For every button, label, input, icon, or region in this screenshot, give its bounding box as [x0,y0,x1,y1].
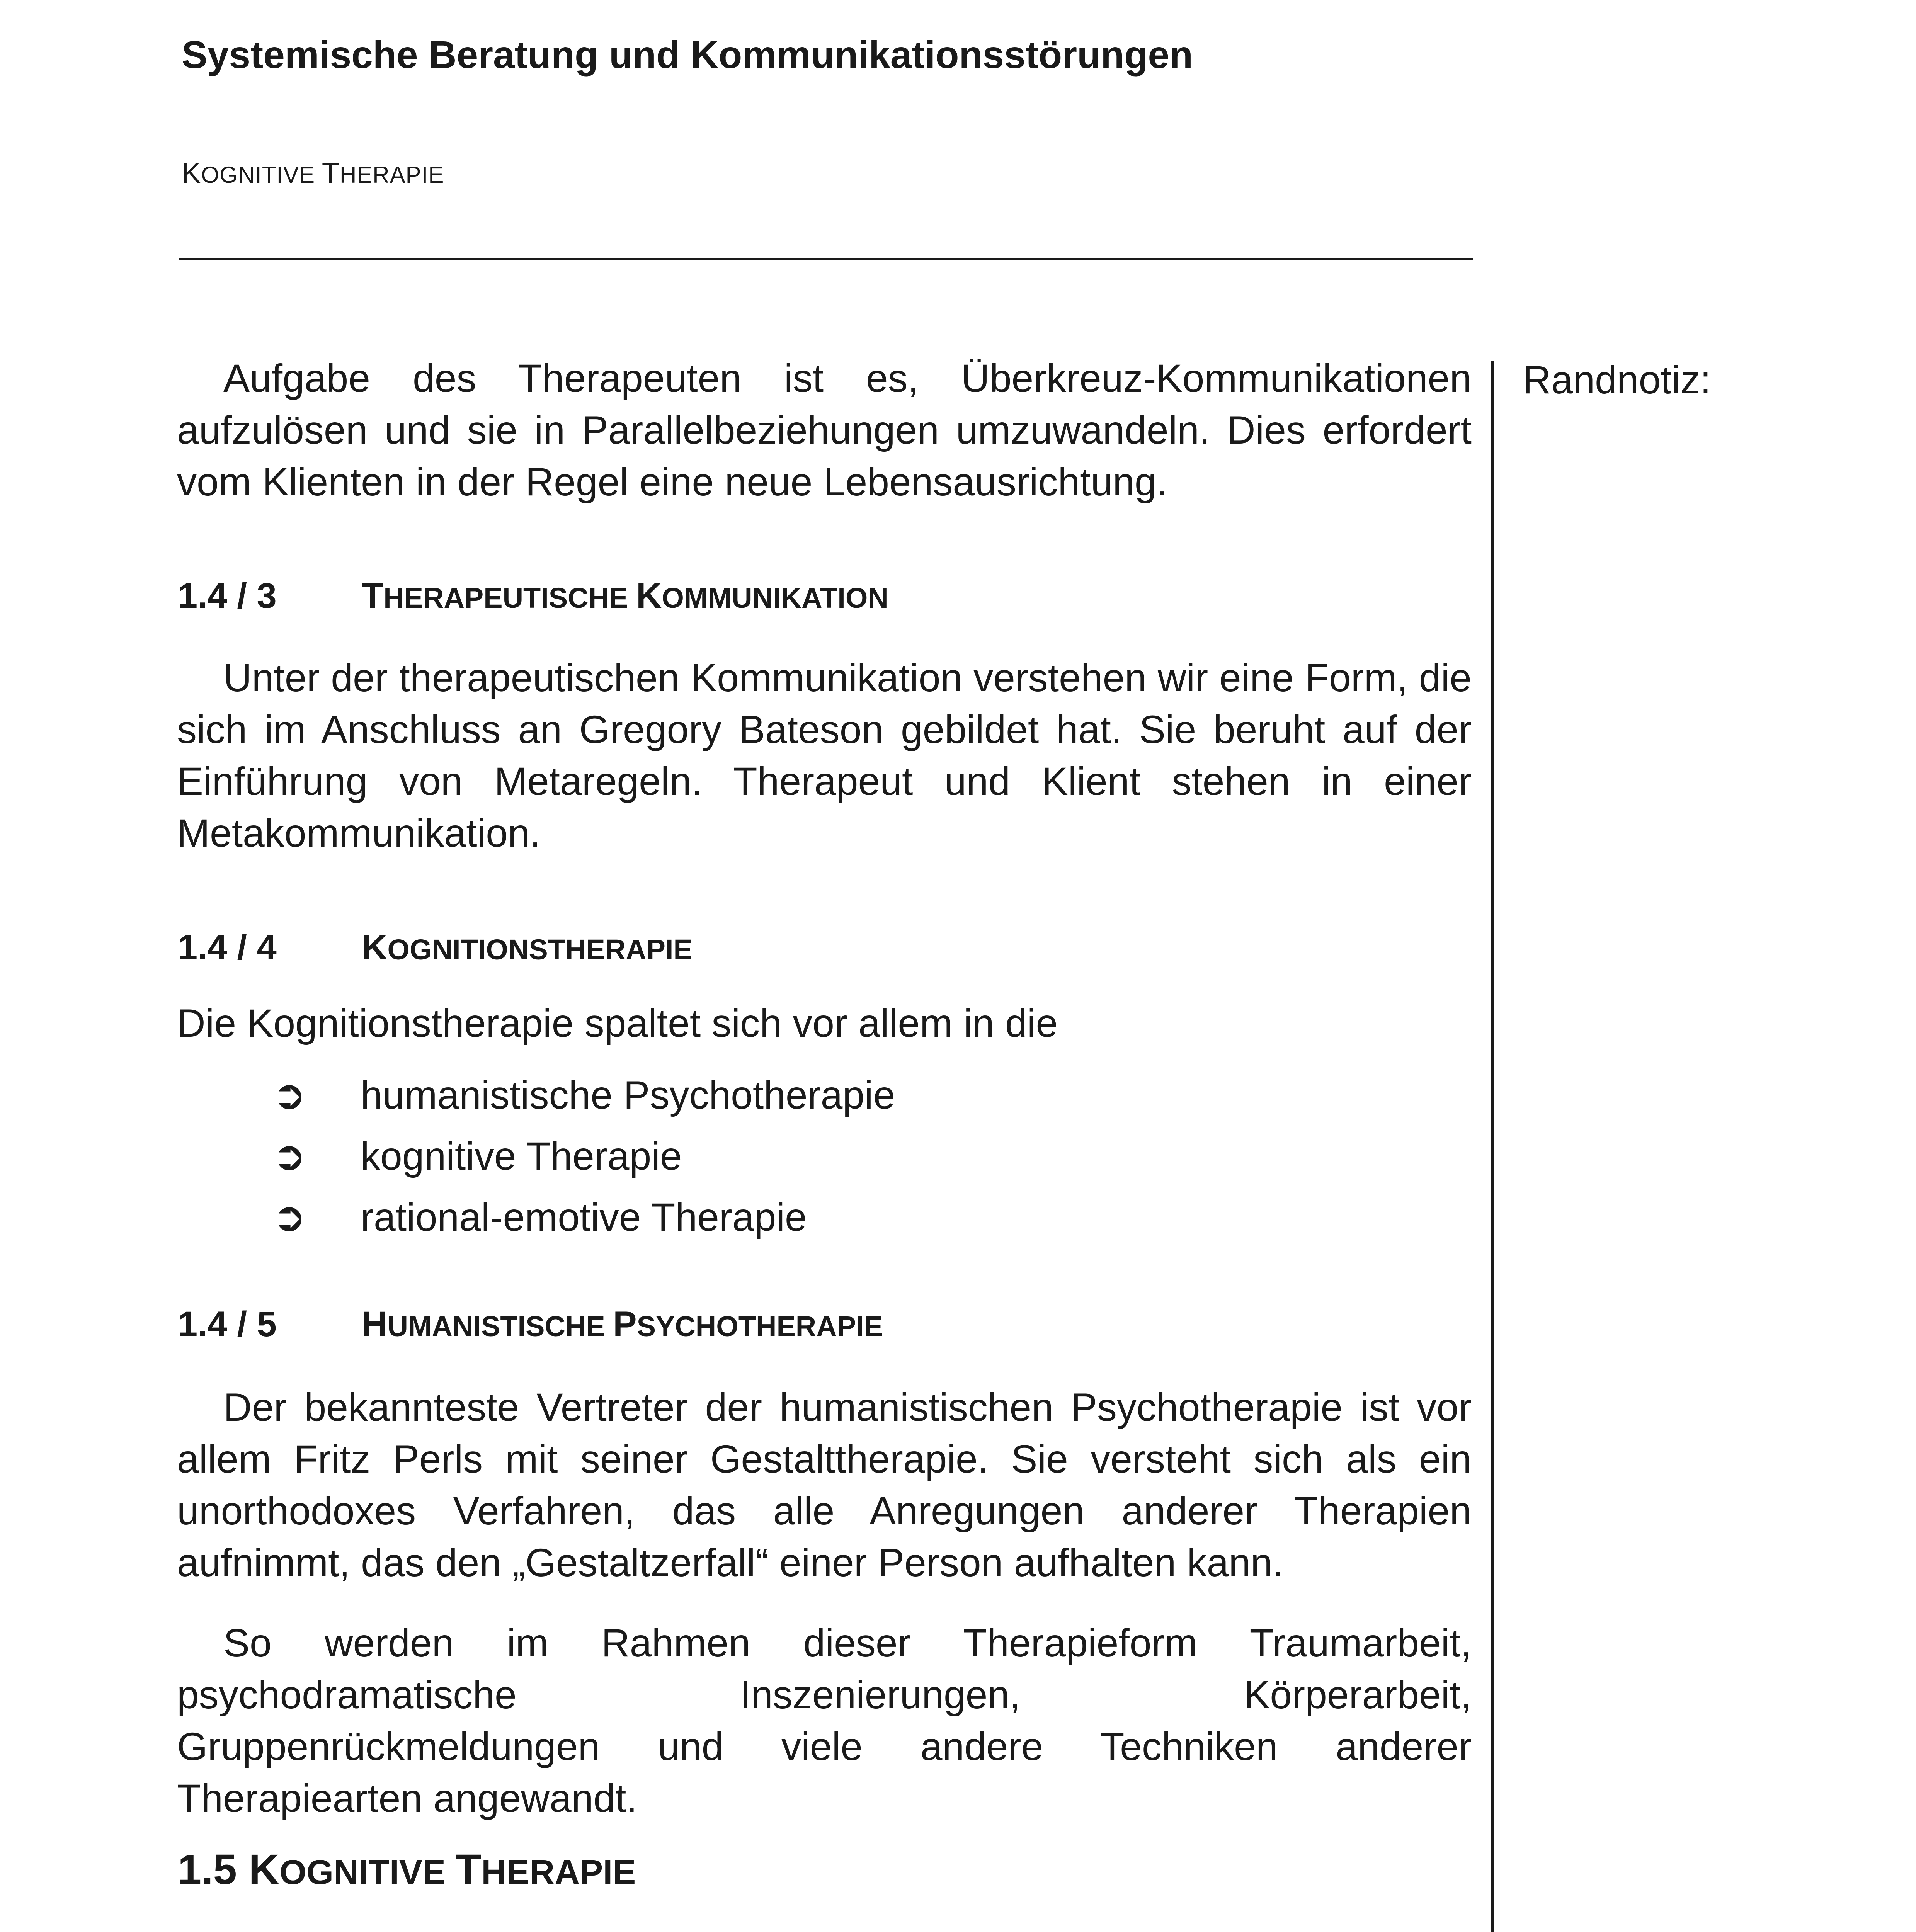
heading-initial: T [455,1846,482,1893]
arrow-bullet-icon: ➲ [272,1134,306,1179]
margin-divider [1491,361,1494,1932]
header-divider [179,258,1473,260]
section-number: 1.4 / 4 [178,928,277,967]
heading-rest: HERAPEUTISCHE [383,582,636,614]
running-head-rest-1: OGNITIVE [201,162,322,188]
paragraph-5-text: So werden im Rahmen dieser Therapieform Traumarbeit, psychodramatische Inszenierungen, Körperarbeit, Gruppenrückmeldungen und viele andere Techniken anderer Therapiearten angewandt. [177,1621,1472,1820]
paragraph-1-text: Aufgabe des Therapeuten ist es, Überkreuz-Kommunikationen aufzulösen und sie in Parallelbeziehungen umzuwandeln. Dies erfordert vom Klienten in der Regel eine neue Lebensausrichtung. [177,356,1472,504]
heading-initial: T [362,576,384,616]
document-title: Systemische Beratung und Kommunikationsstörungen [182,33,1193,77]
list-item-text: rational-emotive Therapie [361,1195,807,1239]
heading-rest: OGNITIONSTHERAPIE [387,934,693,966]
list-item [272,1193,807,1240]
heading-initial: P [613,1304,637,1344]
list-item-text: humanistische Psychotherapie [361,1073,895,1117]
heading-rest: SYCHOTHERAPIE [636,1310,883,1342]
heading-rest: UMANISTISCHE [387,1310,613,1342]
bullet-intro: Die Kognitionstherapie spaltet sich vor allem in die [177,1001,1058,1045]
paragraph-2-text: Unter der therapeutischen Kommunikation verstehen wir eine Form, die sich im Anschluss an Gregory Bateson gebildet hat. Sie beruht auf der Einführung von Metaregeln. Therapeut und Klient stehen in einer Metakommunikation. [177,656,1472,855]
section-number: 1.4 / 3 [178,576,277,616]
running-head-rest-2: HERAPIE [339,162,444,188]
paragraph-1 [177,352,1472,508]
arrow-bullet-icon: ➲ [272,1195,306,1240]
list-item [272,1071,895,1118]
paragraph-5 [177,1617,1472,1824]
list-item-text: kognitive Therapie [361,1134,682,1178]
section-heading-1-4-4 [178,927,693,968]
heading-initial: K [636,576,662,616]
list-item [272,1132,682,1179]
section-number: 1.5 [178,1846,249,1893]
paragraph-4-text: Der bekannteste Vertreter der humanistischen Psychotherapie ist vor allem Fritz Perls mit seiner Gestalttherapie. Sie versteht sich als ein unorthodoxes Verfahren, das alle Anregungen anderer Therapien aufnimmt, das den „Gestaltzerfall“ einer Person aufhalten kann. [177,1385,1472,1585]
section-number: 1.4 / 5 [178,1304,277,1344]
heading-rest: HERAPIE [481,1853,636,1892]
paragraph-4 [177,1381,1472,1588]
heading-rest: OGNITIVE [279,1853,455,1892]
heading-initial: H [362,1304,388,1344]
section-heading-1-5 [178,1845,636,1894]
running-head-initial-2: T [322,157,340,189]
section-heading-1-4-3 [178,576,888,616]
margin-note-label: Randnotiz: [1523,358,1711,402]
arrow-bullet-icon: ➲ [272,1073,306,1117]
paragraph-2 [177,652,1472,859]
heading-rest: OMMUNIKATION [662,582,888,614]
heading-initial: K [362,928,388,967]
running-head-initial-1: K [182,157,201,189]
running-head [182,156,444,189]
heading-initial: K [248,1846,279,1893]
section-heading-1-4-5 [178,1304,883,1345]
